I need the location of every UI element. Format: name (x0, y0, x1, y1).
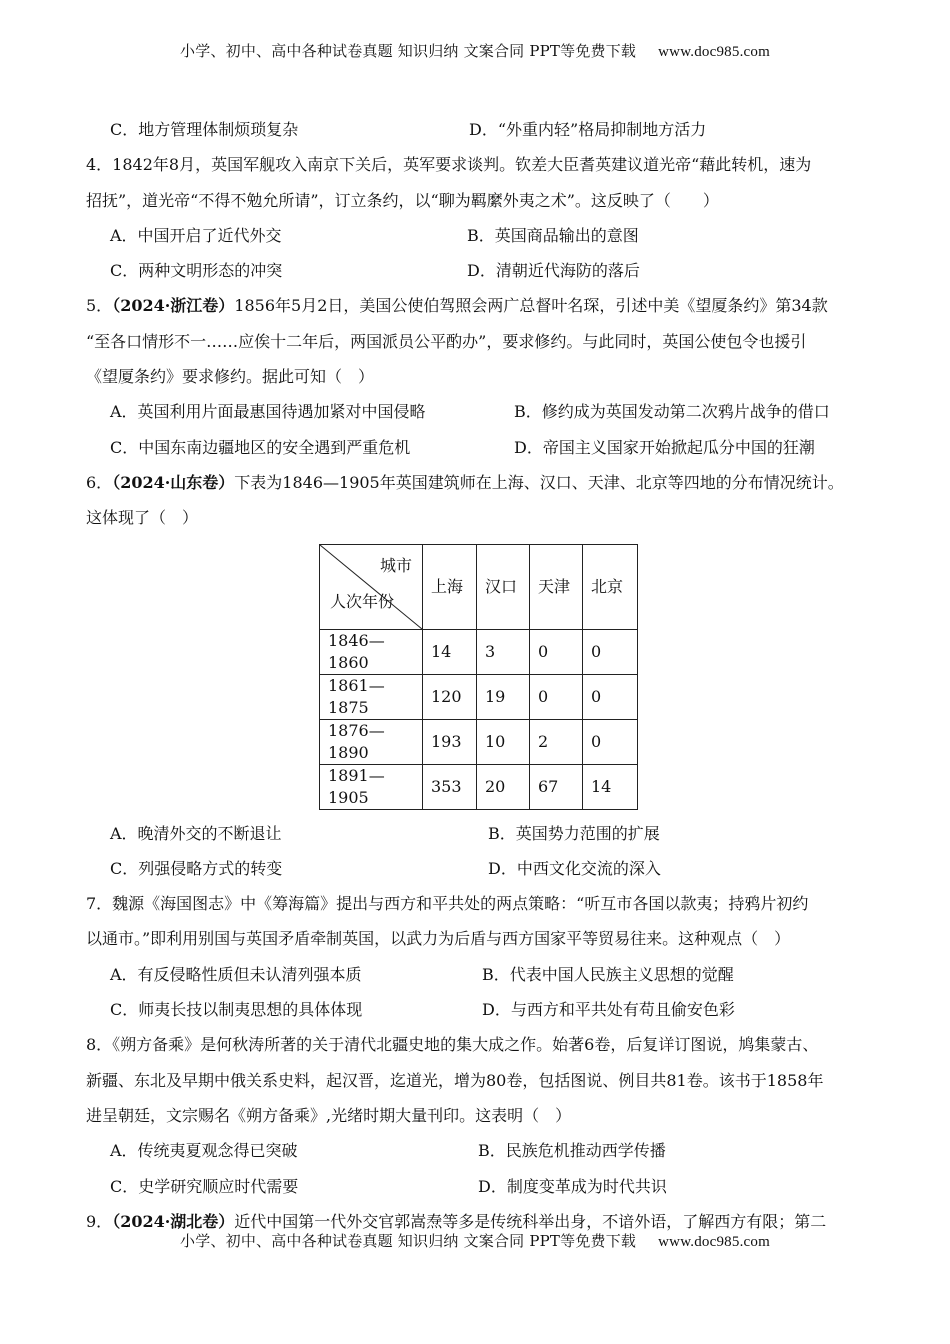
table-cell: 353 (423, 764, 477, 809)
table-row (320, 764, 638, 809)
table-cell: 193 (423, 719, 477, 764)
q9-stem-text: 近代中国第一代外交官郭嵩焘等多是传统科举出身，不谙外语，了解西方有限；第二 (234, 1211, 827, 1231)
page-header (0, 40, 950, 61)
q5-stem-line-3: 《望厦条约》要求修约。据此可知（ ） (86, 367, 375, 387)
table-corner-cell (320, 544, 423, 629)
question-content (86, 112, 866, 1239)
table-row (320, 629, 638, 674)
q8-option-b: B．民族危机推动西学传播 (478, 1141, 666, 1161)
table-cell: 19 (477, 674, 530, 719)
q3-option-d: D．“外重内轻”格局抑制地方活力 (469, 120, 707, 139)
header-text: 小学、初中、高中各种试卷真题 知识归纳 文案合同 PPT等免费下载 (180, 42, 637, 60)
q8-option-d: D．制度变革成为时代共识 (478, 1176, 667, 1196)
table-cell: 14 (423, 629, 477, 674)
q6-number: 6． (86, 472, 113, 492)
table-row (320, 674, 638, 719)
q8-options-row-1 (86, 1133, 866, 1168)
table-header-cell: 汉口 (477, 544, 530, 629)
page-footer (0, 1230, 950, 1251)
q3-option-c: C．地方管理体制烦琐复杂 (110, 120, 299, 139)
q5-stem-line-1 (86, 288, 866, 323)
table-cell: 20 (477, 764, 530, 809)
q4-option-d: D．清朝近代海防的落后 (467, 261, 640, 281)
table-header-cell: 上海 (423, 544, 477, 629)
q8-stem-line-1: 8．《朔方备乘》是何秋涛所著的关于清代北疆史地的集大成之作。始著6卷，后复详订图说，鸠集蒙古、 (86, 1035, 819, 1055)
q6-options-row-1 (86, 816, 866, 851)
table-header-row (320, 544, 638, 629)
q5-option-b: B．修约成为英国发动第二次鸦片战争的借口 (514, 402, 830, 422)
q9-source: （2024·湖北卷） (112, 1211, 235, 1231)
q4-option-a: A．中国开启了近代外交 (110, 225, 282, 245)
q4-stem-line-2: 招抚”，道光帝“不得不勉允所请”，订立条约，以“聊为羁縻外夷之术”。这反映了（ ） (86, 190, 719, 210)
table-header-cell: 天津 (530, 544, 583, 629)
table-row (320, 719, 638, 764)
table-cell-period: 1876—1890 (320, 719, 423, 764)
q5-source: （2024·浙江卷） (112, 296, 235, 316)
q7-option-b: B．代表中国人民族主义思想的觉醒 (482, 964, 734, 984)
table-cell-period: 1891—1905 (320, 764, 423, 809)
q7-options-row-2 (86, 992, 866, 1027)
table-cell: 3 (477, 629, 530, 674)
q6-stem-line-1 (86, 465, 866, 500)
q6-source: （2024·山东卷） (112, 472, 235, 492)
q7-option-a: A．有反侵略性质但未认清列强本质 (110, 964, 362, 984)
q6-option-a: A．晚清外交的不断退让 (110, 823, 282, 843)
table-cell: 120 (423, 674, 477, 719)
table-cell: 67 (530, 764, 583, 809)
q6-stem-line-2: 这体现了（ ） (86, 508, 199, 528)
q6-options-row-2 (86, 851, 866, 886)
table-header-cell: 北京 (583, 544, 638, 629)
q4-option-c: C．两种文明形态的冲突 (110, 261, 283, 281)
q6-option-b: B．英国势力范围的扩展 (488, 823, 660, 843)
q5-stem-line-2: “至各口情形不一……应俟十二年后，两国派员公平酌办”，要求修约。与此同时，英国公使包令也援引 (86, 331, 807, 351)
architect-distribution-table (319, 544, 638, 810)
table-cell: 0 (530, 674, 583, 719)
table-cell: 0 (583, 629, 638, 674)
q5-options-row-2 (86, 430, 866, 465)
q8-stem-line-2: 新疆、东北及早期中俄关系史料，起汉晋，迄道光，增为80卷，包括图说、例目共81卷。该书于1858年 (86, 1070, 824, 1090)
corner-label-city: 城市 (379, 555, 412, 575)
table-cell: 0 (583, 719, 638, 764)
corner-label-period: 人次年份 (330, 591, 395, 611)
footer-text: 小学、初中、高中各种试卷真题 知识归纳 文案合同 PPT等免费下载 (180, 1232, 637, 1250)
q8-option-c: C．史学研究顺应时代需要 (110, 1176, 299, 1196)
table-cell: 0 (583, 674, 638, 719)
q4-options-row-1 (86, 218, 866, 253)
q7-stem-line-2: 以通市。”即利用别国与英国矛盾牵制英国，以武力为后盾与西方国家平等贸易往来。这种观点（ ） (86, 929, 791, 949)
table-cell: 10 (477, 719, 530, 764)
q9-number: 9． (86, 1211, 113, 1231)
q5-option-c: C．中国东南边疆地区的安全遇到严重危机 (110, 437, 411, 457)
q8-stem-line-3: 进呈朝廷，文宗赐名《朔方备乘》,光绪时期大量刊印。这表明（ ） (86, 1105, 572, 1125)
header-site: www.doc985.com (658, 44, 770, 60)
table-cell: 0 (530, 629, 583, 674)
q8-options-row-2 (86, 1169, 866, 1204)
table-cell-period: 1861—1875 (320, 674, 423, 719)
q5-stem-text: 1856年5月2日，美国公使伯驾照会两广总督叶名琛，引述中美《望厦条约》第34款 (234, 296, 828, 316)
q6-option-d: D．中西文化交流的深入 (488, 858, 661, 878)
q7-options-row-1 (86, 957, 866, 992)
q7-option-c: C．师夷长技以制夷思想的具体体现 (110, 1000, 363, 1020)
table-cell: 2 (530, 719, 583, 764)
footer-site: www.doc985.com (658, 1234, 770, 1250)
q7-option-d: D．与西方和平共处有苟且偷安色彩 (482, 1000, 735, 1020)
q4-stem-line-1: 4．1842年8月，英国军舰攻入南京下关后，英军要求谈判。钦差大臣耆英建议道光帝“藉此转机，速为 (86, 155, 812, 175)
q7-stem-line-1: 7．魏源《海国图志》中《筹海篇》提出与西方和平共处的两点策略：“听互市各国以款夷；持鸦片初约 (86, 894, 809, 914)
q3-options-row-2 (86, 112, 866, 147)
q8-option-a: A．传统夷夏观念得已突破 (110, 1141, 298, 1161)
q4-option-b: B．英国商品输出的意图 (467, 225, 639, 245)
q6-stem-text: 下表为1846—1905年英国建筑师在上海、汉口、天津、北京等四地的分布情况统计。 (234, 472, 844, 492)
q5-option-a: A．英国利用片面最惠国待遇加紧对中国侵略 (110, 402, 426, 422)
table-cell-period: 1846—1860 (320, 629, 423, 674)
q6-option-c: C．列强侵略方式的转变 (110, 858, 283, 878)
q4-options-row-2 (86, 253, 866, 288)
q5-options-row-1 (86, 394, 866, 429)
q5-number: 5． (86, 296, 113, 316)
table-cell: 14 (583, 764, 638, 809)
q5-option-d: D．帝国主义国家开始掀起瓜分中国的狂潮 (514, 437, 815, 457)
